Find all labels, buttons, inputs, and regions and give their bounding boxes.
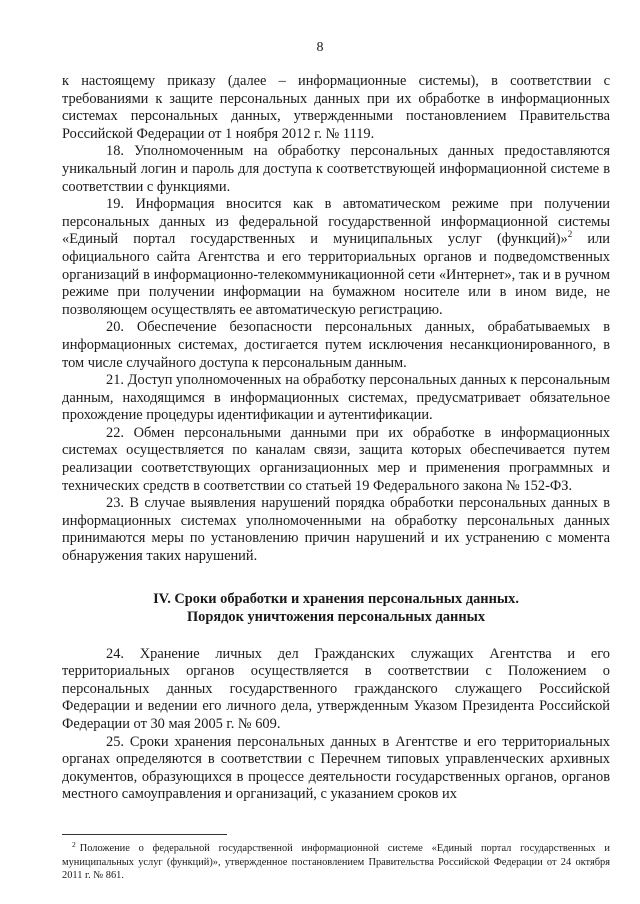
- section-heading-line-1: IV. Сроки обработки и хранения персональных данных.: [153, 590, 519, 607]
- paragraph-24: 24. Хранение личных дел Гражданских служащих Агентства и его территориальных органов осуществляется в соответствии с Положением о персональных данных государственного гражданского служащего Российской Федерации и ведении его личного дела, утвержденным Указом Президента Российской Федерации от 30 мая 2005 г. № 609.: [62, 645, 610, 732]
- paragraph-25: 25. Сроки хранения персональных данных в Агентстве и его территориальных органах определяются в соответствии с Перечнем типовых управленческих архивных документов, образующихся в процессе деятельности государственных органов, органов местного самоуправления и организаций, с указанием сроков их: [62, 733, 610, 803]
- paragraph-19-part-1: 19. Информация вносится как в автоматическом режиме при получении персональных данных из федеральной государственной информационной системы «Единый портал государственных и муниципальных услуг (функций)»: [62, 196, 610, 248]
- document-body: [62, 73, 610, 804]
- paragraph-23: 23. В случае выявления нарушений порядка обработки персональных данных в информационных системах уполномоченными на обработку персональных данных принимаются меры по установлению причин нарушений и их устранению с момента обнаружения таких нарушений.: [62, 495, 610, 565]
- footnote-text: Положение о федеральной государственной информационной системе «Единый портал государственных и муниципальных услуг (функций)», утвержденное постановлением Правительства Российской Федерации от 24 октября 2011 г. № 861.: [62, 843, 610, 881]
- paragraph-21: 21. Доступ уполномоченных на обработку персональных данных к персональным данным, находящимся в информационных системах, предусматривает обязательное прохождение процедуры идентификации и аутентификации.: [62, 372, 610, 424]
- footnote-reference: 2: [567, 229, 573, 240]
- footnote-marker: 2: [72, 839, 76, 849]
- paragraph-19-part-2: или официального сайта Агентства и его территориальных органов и подведомственных организаций в информационно-телекоммуникационной сети «Интернет», так и в ручном режиме при получении информации на бумажном носителе или в ином виде, не позволяющем осуществлять ее автоматическую регистрацию.: [62, 231, 610, 318]
- paragraph-22: 22. Обмен персональными данными при их обработке в информационных системах осуществляется по каналам связи, защита которых обеспечивается путем реализации соответствующих организационных мер и применения программных и технических средств в соответствии со статьей 19 Федерального закона № 152-ФЗ.: [62, 424, 610, 494]
- paragraph-20: 20. Обеспечение безопасности персональных данных, обрабатываемых в информационных системах, достигается путем исключения несанкционированного, в том числе случайного доступа к персональным данным.: [62, 319, 610, 371]
- footnote-divider: [62, 834, 227, 835]
- section-heading: [62, 590, 610, 626]
- paragraph-17-continuation: к настоящему приказу (далее – информационные системы), в соответствии с требованиями к защите персональных данных при их обработке в информационных системах персональных данных, утвержденными постановлением Правительства Российской Федерации от 1 ноября 2012 г. № 1119.: [62, 73, 610, 142]
- paragraph-18: 18. Уполномоченным на обработку персональных данных предоставляются уникальный логин и пароль для доступа к соответствующей информационной системе в соответствии с функциями.: [62, 143, 610, 195]
- section-heading-line-2: Порядок уничтожения персональных данных: [186, 608, 486, 625]
- page-number: 8: [316, 40, 324, 55]
- footnote: [62, 839, 610, 883]
- paragraph-19: [62, 196, 610, 319]
